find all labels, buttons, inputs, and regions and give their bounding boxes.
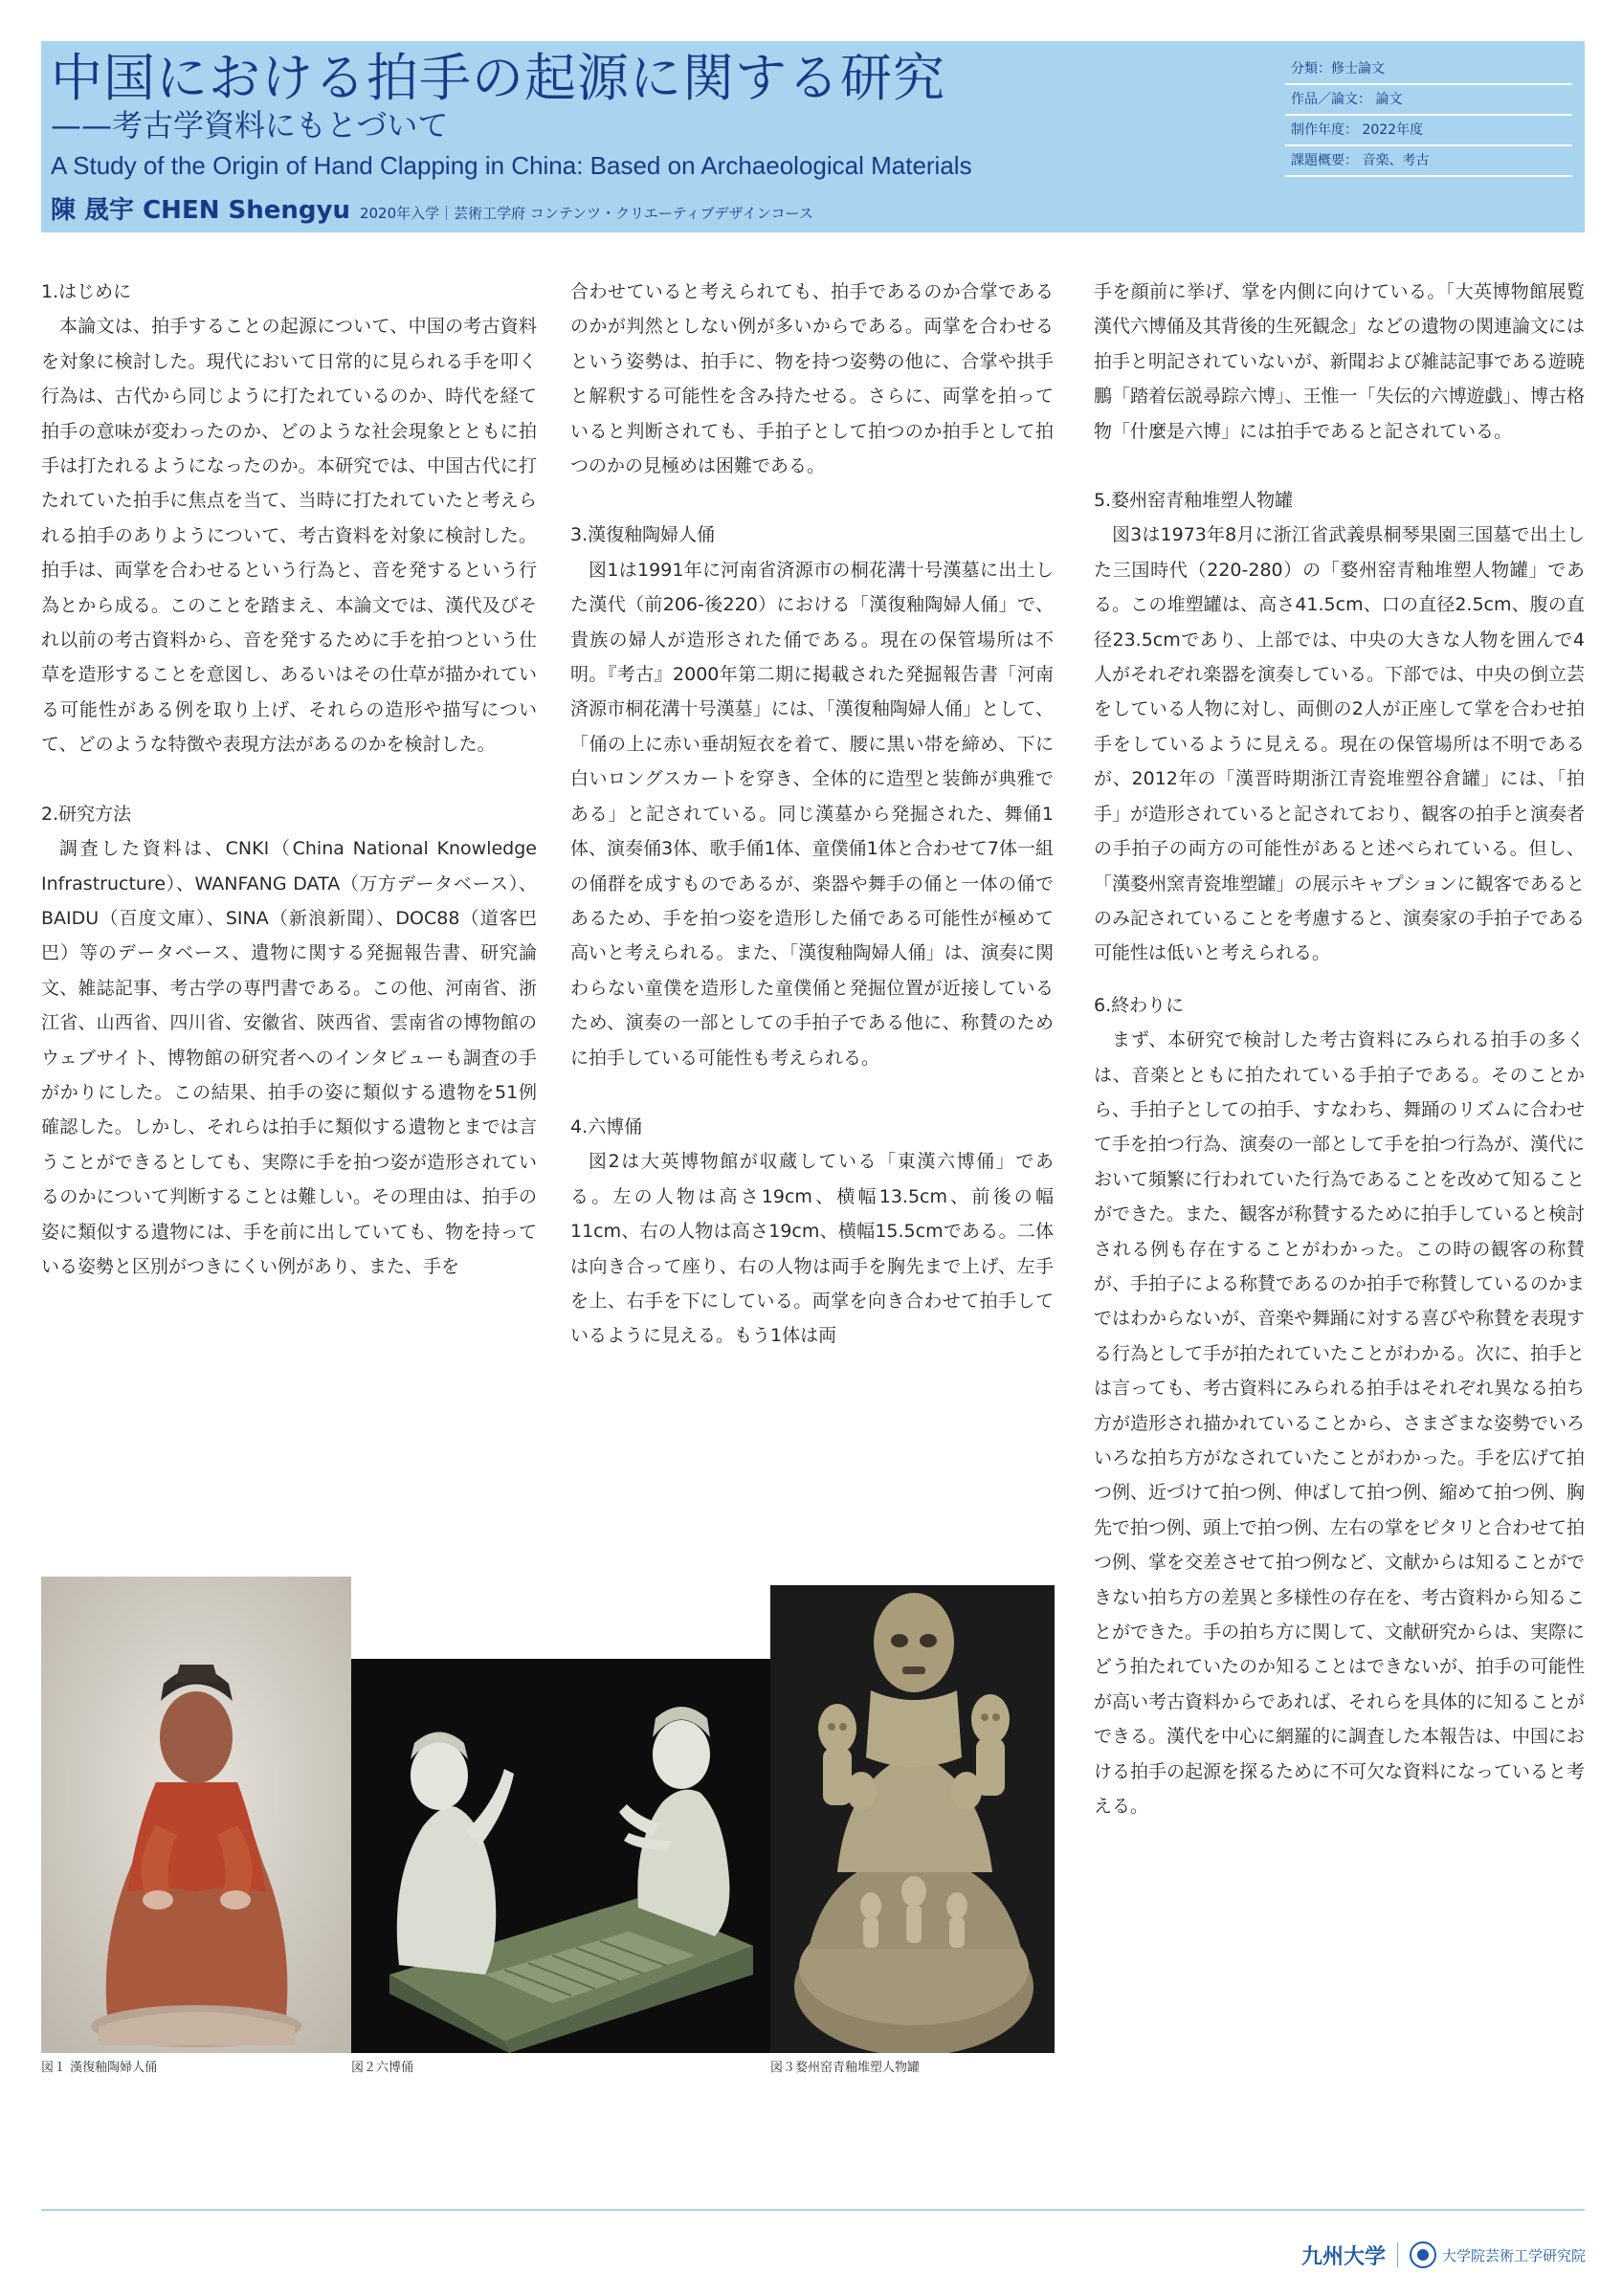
graduate-school-text: 大学院芸術工学研究院 bbox=[1441, 2246, 1586, 2264]
section-heading-conclusion: 6.終わりに bbox=[1094, 994, 1185, 1016]
author-name: 陳 晟宇 CHEN Shengyu bbox=[51, 196, 350, 225]
page-subtitle: ——考古学資料にもとづいて bbox=[51, 107, 449, 144]
section-body-liubo-cont: 手を顔前に挙げ、掌を内側に向けている。「大英博物館展覧漢代六博俑及其背後的生死観念」などの遺物の関連論文には拍手と明記されていないが、新聞および雑誌記事である遊暁鵬「踏着伝説尋踪六博」、王惟一「失伝的六博遊戯」、博古格物「什麼是六博」には拍手であると記されている。 bbox=[1094, 281, 1586, 442]
meta-year: 制作年度： 2022年度 bbox=[1285, 116, 1572, 146]
column-2 bbox=[570, 275, 1054, 1354]
meta-topic: 課題概要： 音楽、考古 bbox=[1285, 146, 1572, 177]
column-3 bbox=[1094, 275, 1585, 1823]
section-heading-intro: 1.はじめに bbox=[41, 281, 132, 302]
meta-category: 分類：修士論文 bbox=[1285, 55, 1572, 85]
footer-logos bbox=[1301, 2239, 1586, 2271]
section-body-jar: 図3は1973年8月に浙江省武義県桐琴果園三国墓で出土した三国時代（220-280）の「婺州窑青釉堆塑人物罐」である。この堆塑罐は、高さ41.5cm、口の直径2.5cm、腹の直径23.5cmであり、上部では、中央の大きな人物を囲んで4人がそれぞれ楽器を演奏している。下部では、中央の倒立芸をしている人物に対し、両側の2人が正座して掌を合わせ拍手をしているように見える。現在の保管場所は不明であるが、2012年の「漢晋時期浙江青瓷堆塑谷倉罐」には、「拍手」が造形されていると記されており、観客の拍手と演奏者の手拍子の両方の可能性があると述べられている。但し、「漢婺州窯青瓷堆塑罐」の展示キャプションに観客であるとのみ記されていることを考慮すると、演奏家の手拍子である可能性は低いと考えられる。 bbox=[1094, 524, 1586, 964]
section-body-method: 調査した資料は、CNKI（China National Knowledge Infrastructure）、WANFANG DATA（万方データベース）、BAIDU（百度文庫）、SINA（新浪新聞）、DOC88（道客巴巴）等のデータベース、遺物に関する発掘報告書、研究論文、雑誌記事、考古学の専門書である。この他、河南省、浙江省、山西省、四川省、安徽省、陝西省、雲南省の博物館のウェブサイト、博物館の研究者へのインタビューも調査の手がかりにした。この結果、拍手の姿に類似する遺物を51例確認した。しかし、それらは拍手に類似する遺物とまでは言うことができるとしても、実際に手を拍つ姿が造形されているのかについて判断することは難しい。その理由は、拍手の姿に類似する遺物には、手を前に出していても、物を持っている姿勢と区別がつきにくい例があり、また、手を bbox=[41, 838, 537, 1277]
section-heading-liubo: 4.六博俑 bbox=[570, 1115, 643, 1137]
column-1 bbox=[41, 275, 537, 1284]
figure-1-caption: 図１ 漢復釉陶婦人俑 bbox=[41, 2061, 158, 2075]
figure-3-caption: 図３婺州窑青釉堆塑人物罐 bbox=[770, 2061, 921, 2075]
section-heading-jar: 5.婺州窑青釉堆塑人物罐 bbox=[1094, 490, 1294, 512]
author-affiliation: 2020年入学｜芸術工学府 コンテンツ・クリエーティブデザインコース bbox=[359, 205, 813, 222]
section-heading-method: 2.研究方法 bbox=[41, 803, 132, 825]
page-title: 中国における拍手の起源に関する研究 bbox=[51, 48, 945, 108]
section-body-liubo: 図2は大英博物館が収蔵している「東漢六博俑」である。左の人物は高さ19cm、横幅13.5cm、前後の幅11cm、右の人物は高さ19cm、横幅15.5cmである。二体は向き合って座り、右の人物は両手を胸先まで上げ、左手を上、右手を下にしている。両掌を向き合わせて拍手しているように見える。もう1体は両 bbox=[570, 1151, 1054, 1347]
section-body-fig1: 図1は1991年に河南省済源市の桐花溝十号漢墓に出土した漢代（前206-後220）における「漢復釉陶婦人俑」で、貴族の婦人が造形された俑である。現在の保管場所は不明。『考古』2000年第二期に掲載された発掘報告書「河南済源市桐花溝十号漢墓」には、「漢復釉陶婦人俑」として、「俑の上に赤い垂胡短衣を着て、腰に黒い帯を締め、下に白いロングスカートを穿き、全体的に造型と装飾が典雅である」と記されている。同じ漢墓から発掘された、舞俑1体、演奏俑3体、歌手俑1体、童僕俑1体と合わせて7体一組の俑群を成すものであるが、楽器や舞手の俑と一体の俑であるため、手を拍つ姿を造形した俑である可能性が極めて高いと考えられる。また、「漢復釉陶婦人俑」は、演奏に関わらない童僕を造形した童僕俑と発掘位置が近接しているため、演奏の一部としての手拍子である他に、称賛のために拍手している可能性も考えられる。 bbox=[570, 559, 1054, 1069]
university-logo-text: 九州大学 bbox=[1300, 2244, 1386, 2269]
section-body-intro: 本論文は、拍手することの起源について、中国の考古資料を対象に検討した。現代において日常的に見られる手を叩く行為は、古代から同じように打たれているのか、時代を経て拍手の意味が変わったのか、どのような社会現象とともに拍手は打たれるようになったのか。本研究では、中国古代に打たれていた拍手に焦点を当て、当時に打たれていたと考えられる拍手のありようについて、考古資料を対象に検討した。拍手は、両掌を合わせるという行為と、音を発するという行為とから成る。このことを踏まえ、本論文では、漢代及びそれ以前の考古資料から、音を発するために手を拍つという仕草を造形することを意図し、あるいはその仕草が描かれている可能性がある例を取り上げ、それらの造形や描写について、どのような特徴や表現方法があるのかを検討した。 bbox=[41, 316, 537, 756]
footer-divider bbox=[41, 2209, 1585, 2211]
school-emblem-icon bbox=[1410, 2241, 1436, 2268]
meta-panel bbox=[1285, 55, 1572, 177]
meta-work-type: 作品／論文： 論文 bbox=[1285, 85, 1572, 116]
section-body-method-cont: 合わせていると考えられても、拍手であるのか合掌であるのかが判然としない例が多いからである。両掌を合わせるという姿勢は、拍手に、物を持つ姿勢の他に、合掌や拱手と解釈する可能性を含み持たせる。さらに、両掌を拍っていると判断されても、手拍子として拍つのか拍手として拍つのかの見極めは困難である。 bbox=[570, 281, 1054, 477]
figure-2-image bbox=[351, 1659, 770, 2053]
footer-separator bbox=[1397, 2242, 1398, 2267]
english-title: A Study of the Origin of Hand Clapping in China: Based on Archaeological Materials bbox=[51, 151, 972, 180]
figure-3-image bbox=[770, 1585, 1055, 2053]
figure-2-caption: 図２六博俑 bbox=[351, 2061, 414, 2075]
figure-1-image bbox=[41, 1577, 351, 2053]
header-banner bbox=[41, 41, 1585, 232]
author-line bbox=[51, 194, 813, 230]
section-body-conclusion: まず、本研究で検討した考古資料にみられる拍手の多くは、音楽とともに拍たれている手拍子である。そのことから、手拍子としての拍手、すなわち、舞踊のリズムに合わせて手を拍つ行為、演奏の一部として手を拍つ行為が、漢代において頻繁に行われていた行為であることを改めて知ることができた。また、観客が称賛するために拍手していると検討される例も存在することがわかった。この時の観客の称賛が、手拍子による称賛であるのか拍手で称賛しているのかまではわからないが、音楽や舞踊に対する喜びや称賛を表現する行為として手が拍たれていたことがわかる。次に、拍手とは言っても、考古資料にみられる拍手はそれぞれ異なる拍ち方が造形され描かれていることから、さまざまな姿勢でいろいろな拍ち方がなされていたことがわかった。手を広げて拍つ例、近づけて拍つ例、伸ばして拍つ例、縮めて拍つ例、胸先で拍つ例、頭上で拍つ例、左右の掌をピタリと合わせて拍つ例、掌を交差させて拍つ例など、文献からは知ることができない拍ち方の差異と多様性の存在を、考古資料から知ることができた。手の拍ち方に関して、文献研究からは、実際にどう拍たれていたのか知ることはできないが、拍手の可能性が高い考古資料からであれば、それらを具体的に知ることができる。漢代を中心に網羅的に調査した本報告は、中国における拍手の起源を探るために不可欠な資料になっていると考える。 bbox=[1094, 1029, 1586, 1818]
section-heading-fig1: 3.漢復釉陶婦人俑 bbox=[570, 524, 716, 546]
